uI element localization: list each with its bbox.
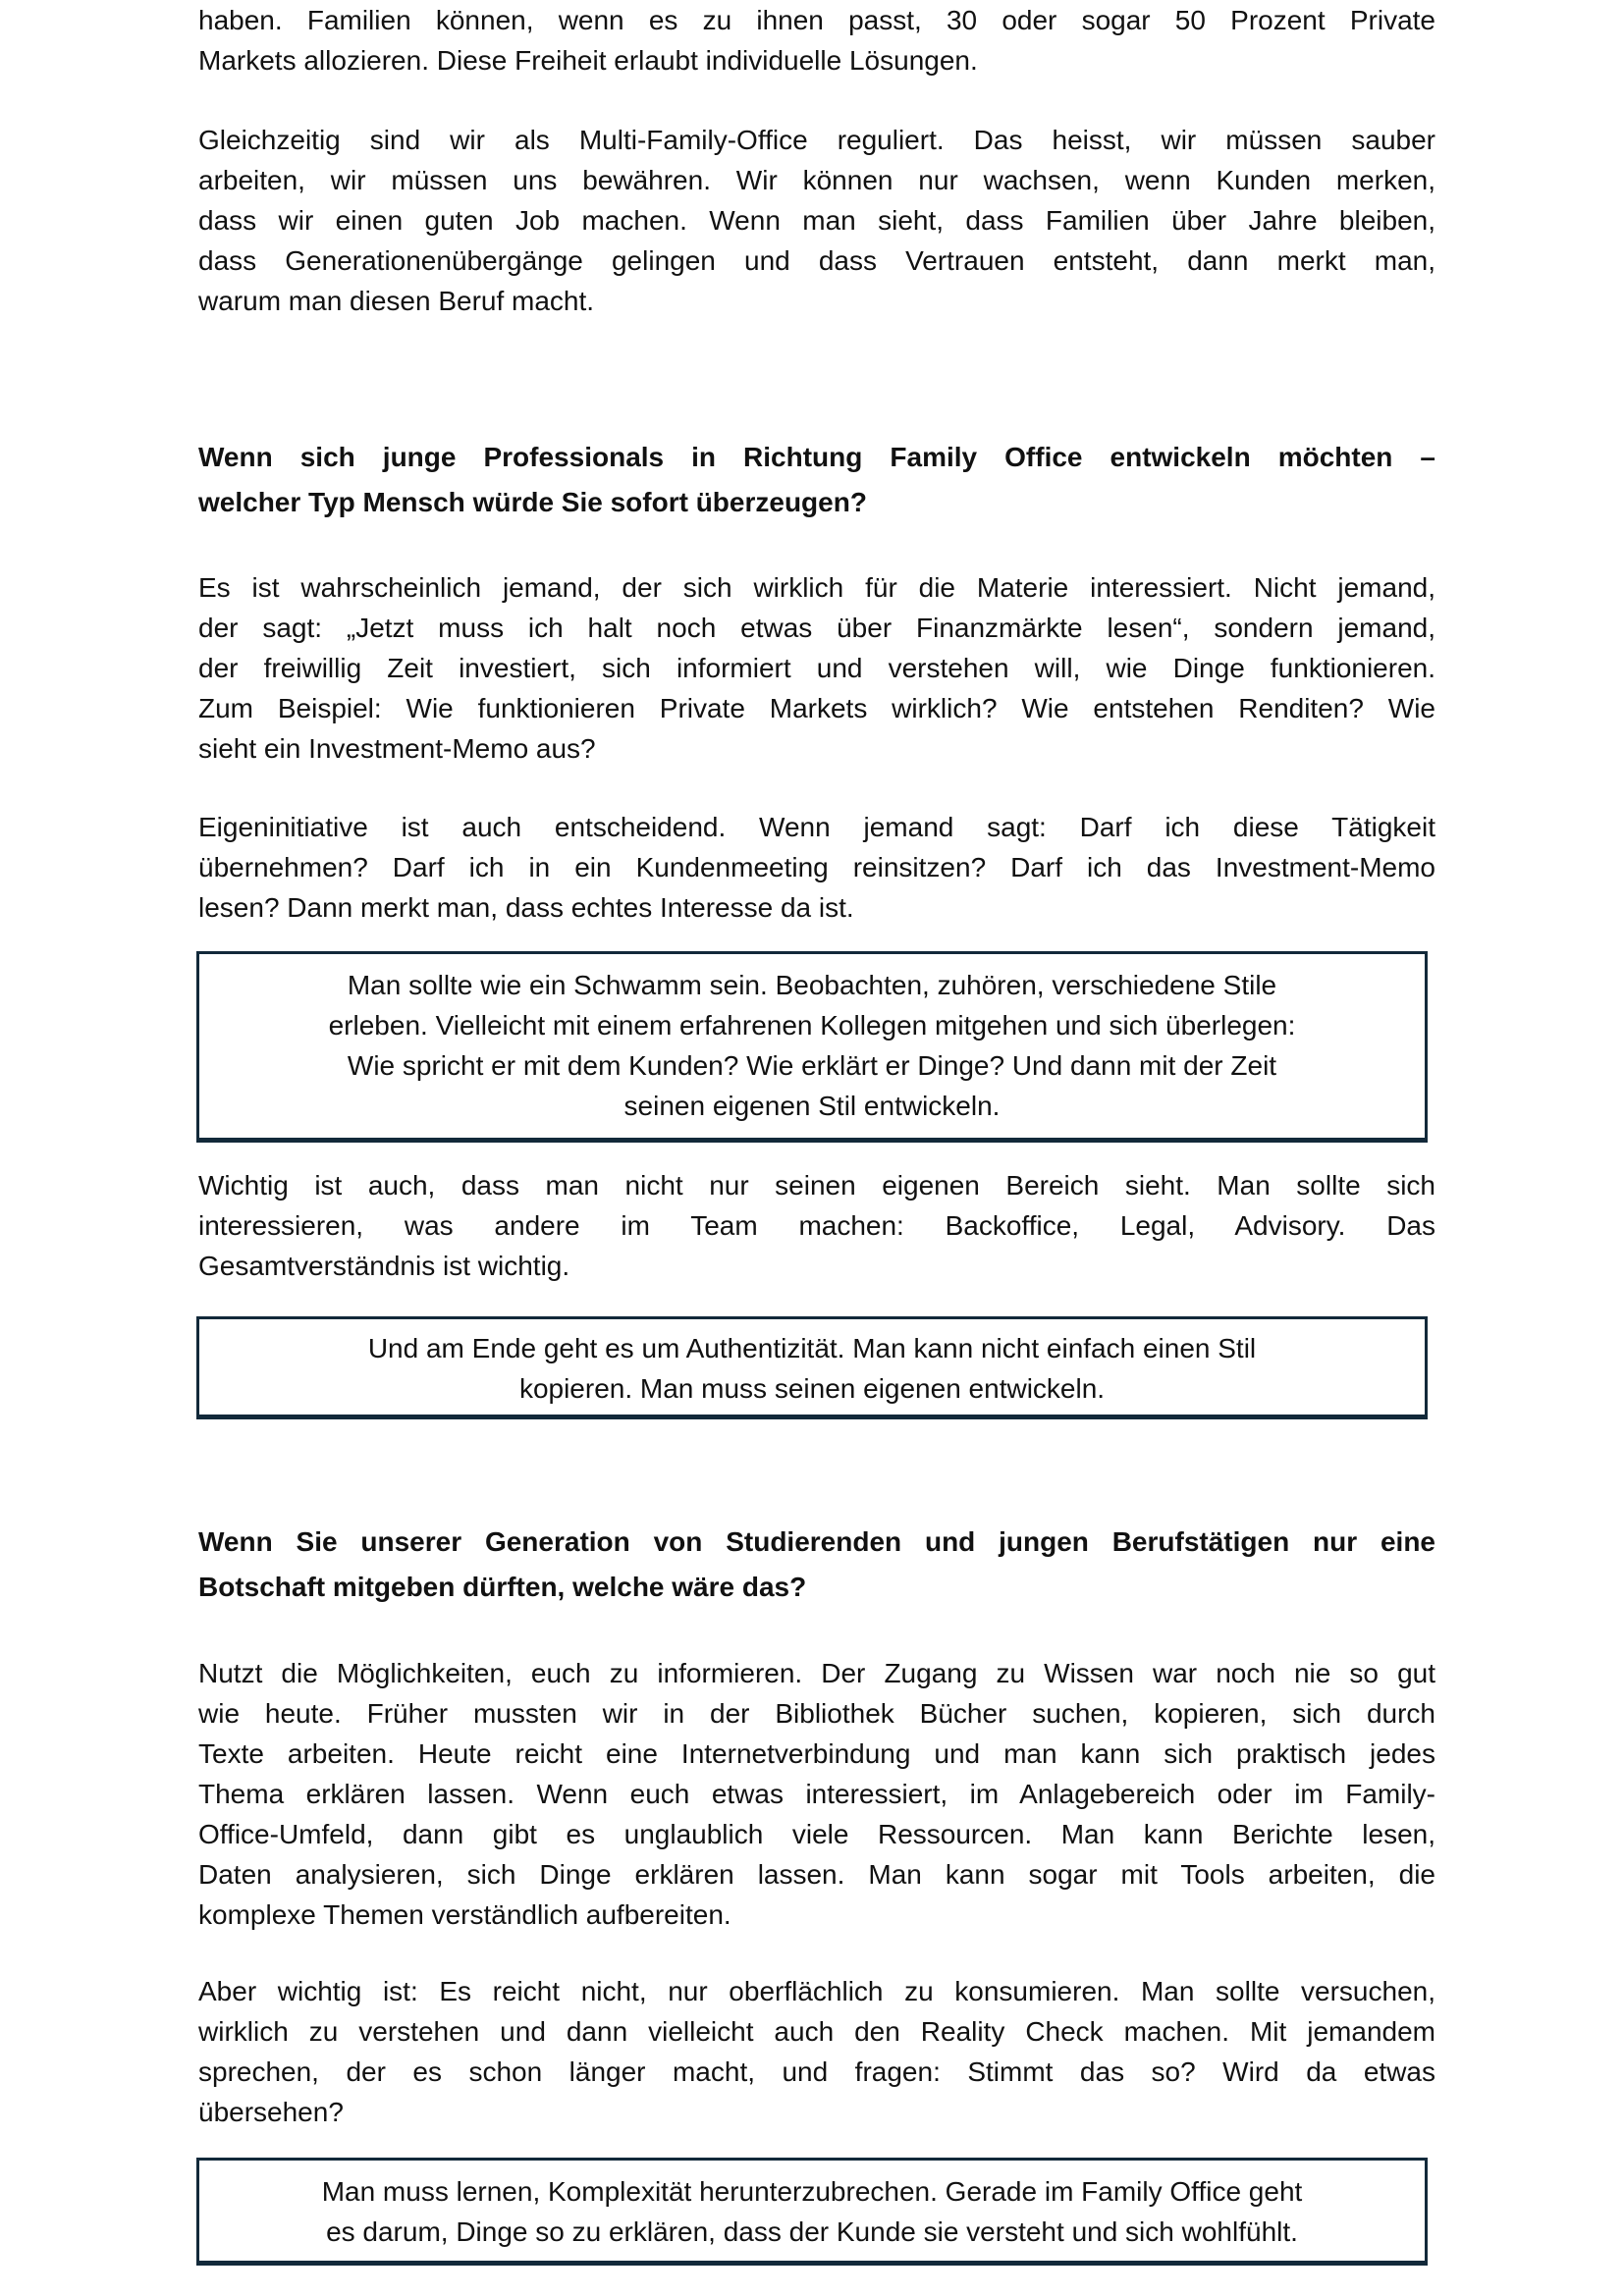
text-line: der sagt: „Jetzt muss ich halt noch etwas über Finanzmärkte lesen“, sondern jemand, [198, 613, 1435, 643]
quote-box-complexity [196, 2158, 1428, 2264]
text-line: Office-Umfeld, dann gibt es unglaublich viele Ressourcen. Man kann Berichte lesen, [198, 1819, 1435, 1849]
text-line: Texte arbeiten. Heute reicht eine Internetverbindung und man kann sich praktisch jedes [198, 1738, 1435, 1769]
text-line: Botschaft mitgeben dürften, welche wäre das? [198, 1572, 807, 1602]
text-line: interessieren, was andere im Team machen: Backoffice, Legal, Advisory. Das [198, 1210, 1435, 1241]
text-line: Gesamtverständnis ist wichtig. [198, 1251, 570, 1281]
text-line: kopieren. Man muss seinen eigenen entwickeln. [518, 1373, 1106, 1404]
paragraph-reality-check [198, 1971, 1435, 2132]
text-line: es darum, Dinge so zu erklären, dass der Kunde sie versteht und sich wohlfühlt. [326, 2216, 1298, 2247]
text-line: der freiwillig Zeit investiert, sich informiert und verstehen will, wie Dinge funktionieren. [198, 653, 1435, 683]
text-line: Wenn Sie unserer Generation von Studierenden und jungen Berufstätigen nur eine [198, 1526, 1435, 1557]
text-line: Man muss lernen, Komplexität herunterzubrechen. Gerade im Family Office geht [321, 2176, 1303, 2207]
text-line: arbeiten, wir müssen uns bewähren. Wir können nur wachsen, wenn Kunden merken, [198, 165, 1435, 195]
question-heading-young-professionals [198, 435, 1435, 525]
text-line: Nutzt die Möglichkeiten, euch zu informieren. Der Zugang zu Wissen war noch nie so gut [198, 1658, 1435, 1688]
text-line: Eigeninitiative ist auch entscheidend. Wenn jemand sagt: Darf ich diese Tätigkeit [198, 812, 1435, 842]
text-line: Es ist wahrscheinlich jemand, der sich wirklich für die Materie interessiert. Nicht jemand, [198, 572, 1435, 603]
text-line: Wenn sich junge Professionals in Richtung Family Office entwickeln möchten – [198, 442, 1435, 472]
text-line: erleben. Vielleicht mit einem erfahrenen Kollegen mitgehen und sich überlegen: [328, 1010, 1296, 1041]
text-line: Man sollte wie ein Schwamm sein. Beobachten, zuhören, verschiedene Stile [347, 970, 1277, 1000]
text-line: dass wir einen guten Job machen. Wenn man sieht, dass Familien über Jahre bleiben, [198, 205, 1435, 236]
text-line: Gleichzeitig sind wir als Multi-Family-Office reguliert. Das heisst, wir müssen sauber [198, 125, 1435, 155]
quote-box-authenticity [196, 1316, 1428, 1417]
paragraph-private-markets [198, 0, 1435, 80]
text-line: Markets allozieren. Diese Freiheit erlaubt individuelle Lösungen. [198, 45, 978, 76]
paragraph-use-opportunities [198, 1653, 1435, 1935]
text-line: Zum Beispiel: Wie funktionieren Private Markets wirklich? Wie entstehen Renditen? Wie [198, 693, 1435, 723]
text-line: übernehmen? Darf ich in ein Kundenmeeting reinsitzen? Darf ich das Investment-Memo [198, 852, 1435, 882]
text-line: Wichtig ist auch, dass man nicht nur seinen eigenen Bereich sieht. Man sollte sich [198, 1170, 1435, 1201]
text-line: sieht ein Investment-Memo aus? [198, 733, 596, 764]
text-line: haben. Familien können, wenn es zu ihnen passt, 30 oder sogar 50 Prozent Private [198, 5, 1435, 35]
text-line: Wie spricht er mit dem Kunden? Wie erklärt er Dinge? Und dann mit der Zeit [347, 1050, 1277, 1081]
paragraph-overall-understanding [198, 1165, 1435, 1286]
text-line: welcher Typ Mensch würde Sie sofort überzeugen? [198, 487, 867, 517]
text-line: Daten analysieren, sich Dinge erklären lassen. Man kann sogar mit Tools arbeiten, die [198, 1859, 1435, 1890]
text-line: wie heute. Früher mussten wir in der Bibliothek Bücher suchen, kopieren, sich durch [198, 1698, 1435, 1729]
paragraph-regulation [198, 120, 1435, 321]
text-line: seinen eigenen Stil entwickeln. [623, 1091, 1001, 1121]
text-line: sprechen, der es schon länger macht, und fragen: Stimmt das so? Wird da etwas [198, 2056, 1435, 2087]
text-line: komplexe Themen verständlich aufbereiten. [198, 1899, 731, 1930]
text-line: wirklich zu verstehen und dann vielleicht auch den Reality Check machen. Mit jemandem [198, 2016, 1435, 2047]
quote-box-sponge [196, 951, 1428, 1141]
text-line: lesen? Dann merkt man, dass echtes Interesse da ist. [198, 892, 854, 923]
text-line: Aber wichtig ist: Es reicht nicht, nur oberflächlich zu konsumieren. Man sollte versuchen, [198, 1976, 1435, 2006]
text-line: Thema erklären lassen. Wenn euch etwas interessiert, im Anlagebereich oder im Family- [198, 1779, 1435, 1809]
text-line: dass Generationenübergänge gelingen und dass Vertrauen entsteht, dann merkt man, [198, 245, 1435, 276]
question-heading-message [198, 1520, 1435, 1610]
paragraph-interest [198, 567, 1435, 769]
paragraph-initiative [198, 807, 1435, 928]
text-line: warum man diesen Beruf macht. [198, 286, 595, 316]
text-line: übersehen? [198, 2097, 344, 2127]
text-line: Und am Ende geht es um Authentizität. Man kann nicht einfach einen Stil [367, 1333, 1257, 1363]
